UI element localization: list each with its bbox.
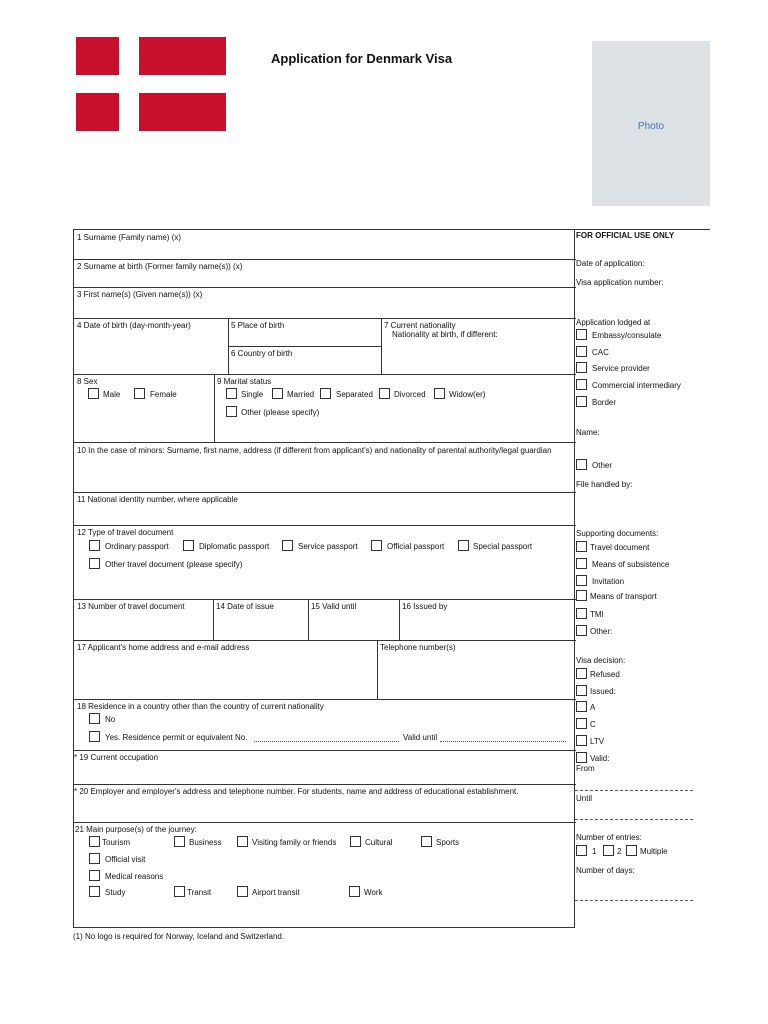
official-issued-label: Issued:	[590, 687, 616, 696]
marital-widow-label: Widow(er)	[449, 390, 486, 399]
purpose-airport-label: Airport transit	[252, 888, 300, 897]
official-ltv-label: LTV	[590, 737, 605, 746]
official-cac-checkbox[interactable]	[576, 346, 587, 357]
denmark-flag	[76, 37, 226, 131]
official-entry2-label: 2	[617, 847, 622, 856]
purpose-medical-checkbox[interactable]	[89, 870, 100, 881]
marital-married-checkbox[interactable]	[272, 388, 283, 399]
row-line	[74, 374, 576, 375]
row-line	[74, 784, 576, 785]
col-line	[228, 318, 229, 374]
sex-male-checkbox[interactable]	[88, 388, 99, 399]
marital-married-label: Married	[287, 390, 315, 399]
purpose-transit-checkbox[interactable]	[174, 886, 185, 897]
field-occupation-label: * 19 Current occupation	[74, 753, 159, 762]
purpose-visiting-label: Visiting family or friends	[252, 838, 337, 847]
field-issued-by-label: 16 Issued by	[402, 602, 448, 611]
purpose-cultural-label: Cultural	[365, 838, 393, 847]
field-first-name-label: 3 First name(s) (Given name(s)) (x)	[77, 290, 203, 299]
td-diplomatic-checkbox[interactable]	[183, 540, 194, 551]
official-other2-checkbox[interactable]	[576, 625, 587, 636]
td-service-label: Service passport	[298, 542, 358, 551]
official-supporting-docs: Supporting documents:	[576, 529, 659, 538]
official-entry1-checkbox[interactable]	[576, 845, 587, 856]
td-ordinary-checkbox[interactable]	[89, 540, 100, 551]
official-invitation-label: Invitation	[592, 577, 625, 586]
col-line	[399, 599, 400, 640]
official-border-checkbox[interactable]	[576, 396, 587, 407]
td-special-checkbox[interactable]	[458, 540, 469, 551]
official-use-panel	[575, 229, 710, 929]
purpose-medical-label: Medical reasons	[105, 872, 164, 881]
field-nationality-birth-label: Nationality at birth, if different:	[392, 330, 498, 339]
marital-separated-label: Separated	[336, 390, 373, 399]
td-ordinary-label: Ordinary passport	[105, 542, 169, 551]
purpose-tourism-checkbox[interactable]	[89, 836, 100, 847]
marital-widow-checkbox[interactable]	[434, 388, 445, 399]
marital-single-label: Single	[241, 390, 264, 399]
purpose-sports-checkbox[interactable]	[421, 836, 432, 847]
row-line	[74, 492, 576, 493]
row-line	[74, 318, 576, 319]
purpose-work-checkbox[interactable]	[349, 886, 360, 897]
purpose-official-checkbox[interactable]	[89, 853, 100, 864]
field-employer-label: * 20 Employer and employer's address and telephone number. For students, name and address of educational establishment.	[74, 787, 519, 796]
field-surname-label: 1 Surname (Family name) (x)	[77, 233, 182, 242]
official-ltv-checkbox[interactable]	[576, 735, 587, 746]
official-days-label: Number of days:	[576, 866, 635, 875]
row-line	[74, 525, 576, 526]
td-special-label: Special passport	[473, 542, 533, 551]
purpose-business-checkbox[interactable]	[174, 836, 185, 847]
row-line	[74, 750, 576, 751]
col-line	[308, 599, 309, 640]
purpose-transit-label: Transit	[187, 888, 212, 897]
official-service-label: Service provider	[592, 364, 650, 373]
official-entries-label: Number of entries:	[576, 833, 642, 842]
marital-divorced-label: Divorced	[394, 390, 426, 399]
purpose-work-label: Work	[364, 888, 383, 897]
field-nationality-label: 7 Current nationality	[384, 321, 456, 330]
purpose-sports-label: Sports	[436, 838, 460, 847]
col-line	[214, 374, 215, 442]
field-surname-birth-label: 2 Surname at birth (Former family name(s)) (x)	[77, 262, 243, 271]
residence-no-checkbox[interactable]	[89, 713, 100, 724]
flag-cross-horizontal	[76, 75, 226, 93]
official-multiple-checkbox[interactable]	[626, 845, 637, 856]
official-travel-doc-label: Travel document	[590, 543, 650, 552]
residence-no-label: No	[105, 715, 116, 724]
official-other-checkbox[interactable]	[576, 459, 587, 470]
row-line	[74, 822, 576, 823]
marital-other-checkbox[interactable]	[226, 406, 237, 417]
official-visa-number: Visa application number:	[576, 278, 664, 287]
purpose-study-label: Study	[105, 888, 126, 897]
official-issued-checkbox[interactable]	[576, 685, 587, 696]
official-refused-label: Refused	[590, 670, 620, 679]
residence-valid-line[interactable]	[440, 741, 566, 742]
official-lodged-at: Application lodged at	[576, 318, 651, 327]
application-form	[73, 229, 575, 928]
row-line	[74, 259, 576, 260]
official-valid-checkbox[interactable]	[576, 752, 587, 763]
official-invitation-checkbox[interactable]	[576, 575, 587, 586]
official-visa-decision: Visa decision:	[576, 656, 626, 665]
field-home-address-label: 17 Applicant's home address and e-mail address	[77, 643, 250, 652]
official-top-line	[575, 229, 710, 230]
td-official-checkbox[interactable]	[371, 540, 382, 551]
row-line	[74, 442, 576, 443]
field-telephone-label: Telephone number(s)	[380, 643, 456, 652]
td-official-label: Official passport	[387, 542, 445, 551]
official-service-checkbox[interactable]	[576, 362, 587, 373]
td-other-label: Other travel document (please specify)	[105, 560, 243, 569]
residence-yes-label: Yes. Residence permit or equivalent No.	[105, 733, 248, 742]
row-line	[74, 599, 576, 600]
official-c-checkbox[interactable]	[576, 718, 587, 729]
purpose-tourism-label: Tourism	[102, 838, 131, 847]
official-subsistence-checkbox[interactable]	[576, 558, 587, 569]
official-a-label: A	[590, 703, 596, 712]
residence-number-line[interactable]	[254, 741, 399, 742]
marital-separated-checkbox[interactable]	[320, 388, 331, 399]
row-line	[228, 346, 381, 347]
sex-male-label: Male	[103, 390, 121, 399]
marital-other-label: Other (please specify)	[241, 408, 320, 417]
official-from-line[interactable]	[575, 790, 693, 791]
official-multiple-label: Multiple	[640, 847, 668, 856]
field-doc-number-label: 13 Number of travel document	[77, 602, 185, 611]
row-line	[74, 640, 576, 641]
official-until-label: Until	[576, 794, 593, 803]
col-line	[381, 318, 382, 374]
residence-valid-label: Valid until	[403, 733, 438, 742]
official-cac-label: CAC	[592, 348, 609, 357]
field-purpose-label: 21 Main purpose(s) of the journey:	[75, 825, 197, 834]
purpose-visiting-checkbox[interactable]	[237, 836, 248, 847]
photo-label: Photo	[637, 121, 665, 132]
purpose-study-checkbox[interactable]	[89, 886, 100, 897]
official-tmi-label: TMI	[590, 610, 604, 619]
official-refused-checkbox[interactable]	[576, 668, 587, 679]
official-from-label: From	[576, 764, 595, 773]
official-embassy-checkbox[interactable]	[576, 329, 587, 340]
purpose-airport-checkbox[interactable]	[237, 886, 248, 897]
official-subsistence-label: Means of subsistence	[592, 560, 670, 569]
purpose-cultural-checkbox[interactable]	[350, 836, 361, 847]
col-line	[377, 640, 378, 699]
official-other-label: Other	[592, 461, 613, 470]
official-date-application: Date of application:	[576, 259, 645, 268]
page-title: Application for Denmark Visa	[271, 51, 453, 66]
official-commercial-label: Commercial intermediary	[592, 381, 681, 390]
official-travel-doc-checkbox[interactable]	[576, 541, 587, 552]
photo-box[interactable]	[592, 41, 710, 206]
official-a-checkbox[interactable]	[576, 701, 587, 712]
td-diplomatic-label: Diplomatic passport	[199, 542, 270, 551]
marital-divorced-checkbox[interactable]	[379, 388, 390, 399]
official-transport-label: Means of transport	[590, 592, 657, 601]
field-place-birth-label: 5 Place of birth	[231, 321, 285, 330]
field-sex-label: 8 Sex	[77, 377, 98, 386]
col-line	[213, 599, 214, 640]
sex-female-checkbox[interactable]	[134, 388, 145, 399]
official-transport-checkbox[interactable]	[576, 590, 587, 601]
residence-yes-checkbox[interactable]	[89, 731, 100, 742]
official-valid-label: Valid:	[590, 754, 610, 763]
official-entry1-label: 1	[592, 847, 597, 856]
official-header: FOR OFFICIAL USE ONLY	[576, 231, 675, 240]
purpose-official-label: Official visit	[105, 855, 146, 864]
official-commercial-checkbox[interactable]	[576, 379, 587, 390]
official-other2-label: Other:	[590, 627, 613, 636]
official-name-label: Name:	[576, 428, 600, 437]
official-border-label: Border	[592, 398, 617, 407]
marital-single-checkbox[interactable]	[226, 388, 237, 399]
field-national-id-label: 11 National identity number, where applicable	[77, 495, 238, 504]
td-service-checkbox[interactable]	[282, 540, 293, 551]
field-date-issue-label: 14 Date of issue	[216, 602, 274, 611]
official-file-handled: File handled by:	[576, 480, 633, 489]
official-tmi-checkbox[interactable]	[576, 608, 587, 619]
official-c-label: C	[590, 720, 596, 729]
official-days-line[interactable]	[575, 900, 693, 901]
field-residence-label: 18 Residence in a country other than the country of current nationality	[77, 702, 324, 711]
field-minors-label: 10 In the case of minors: Surname, first name, address (if different from applicant's) and nationality of parental authority/legal guardian	[77, 446, 552, 455]
field-dob-label: 4 Date of birth (day-month-year)	[77, 321, 191, 330]
row-line	[74, 699, 576, 700]
field-valid-until-label: 15 Valid until	[311, 602, 357, 611]
td-other-checkbox[interactable]	[89, 558, 100, 569]
official-entry2-checkbox[interactable]	[603, 845, 614, 856]
row-line	[74, 287, 576, 288]
field-travel-doc-label: 12 Type of travel document	[77, 528, 174, 537]
field-marital-label: 9 Marital status	[217, 377, 272, 386]
purpose-business-label: Business	[189, 838, 222, 847]
footnote: (1) No logo is required for Norway, Iceland and Switzerland.	[73, 932, 285, 941]
sex-female-label: Female	[150, 390, 177, 399]
official-until-line[interactable]	[575, 819, 693, 820]
official-embassy-label: Embassy/consulate	[592, 331, 662, 340]
field-country-birth-label: 6 Country of birth	[231, 349, 293, 358]
